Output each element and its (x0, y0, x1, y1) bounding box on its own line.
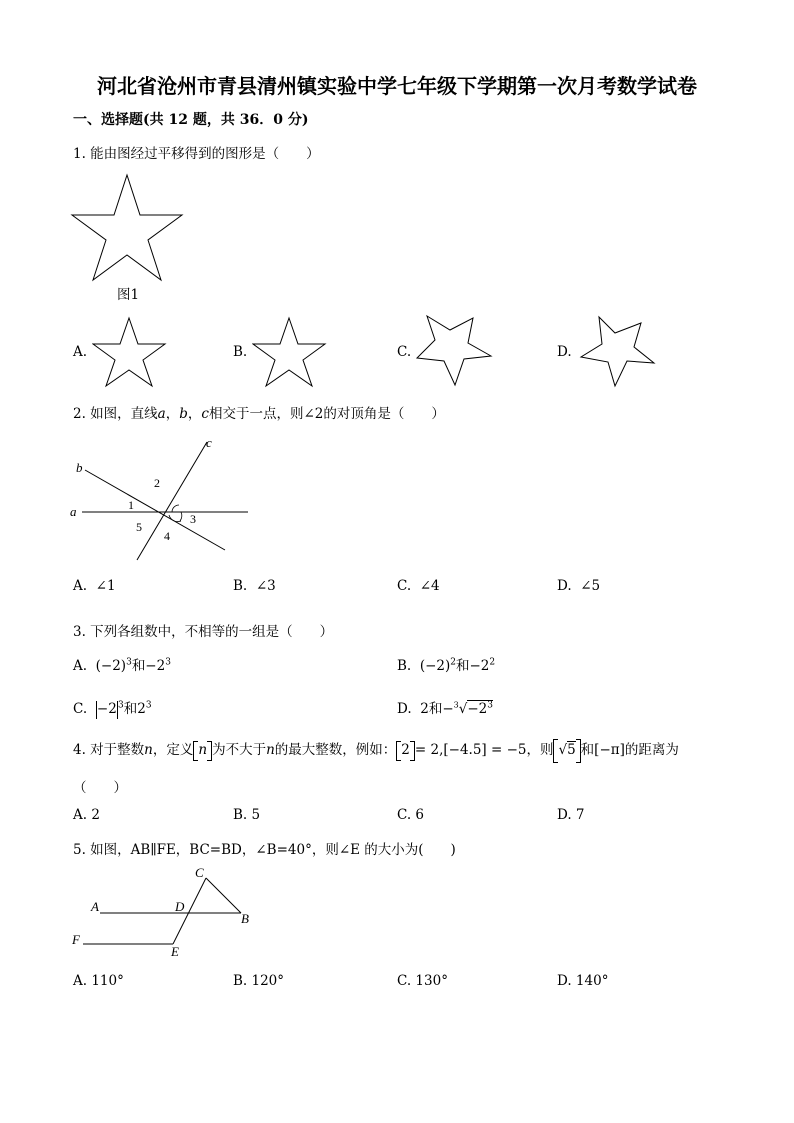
q3-option-c[interactable] (73, 697, 152, 719)
q5-stem: 5. 如图，AB∥FE，BC=BD，∠B=40°，则∠E 的大小为( ) (73, 842, 456, 858)
q4-var-n2: n (266, 742, 275, 758)
q5-option-c[interactable]: C. 130° (397, 973, 448, 989)
q3-option-b-exp: 2 (450, 657, 456, 668)
q2-fig-c: c (206, 435, 212, 450)
section-heading: 一、选择题(共 12 题，共 36．0 分) (73, 112, 309, 128)
q5-fig-B: B (241, 911, 249, 926)
q3-option-a-letter: A. (73, 658, 88, 674)
q2-sep2: ， (187, 406, 202, 422)
q3-option-c-exp: 3 (118, 700, 124, 711)
root-icon: √ (458, 701, 468, 717)
q5-option-b[interactable]: B. 120° (233, 973, 285, 989)
q5-fig-D: D (175, 899, 185, 914)
q2-option-b[interactable] (233, 578, 276, 594)
q4-var-n: n (144, 742, 153, 758)
q2-option-b-letter: B. (233, 578, 248, 594)
q2-sep1: ， (165, 406, 180, 422)
q5-fig-A: A (91, 899, 99, 914)
q4-ex1-eq: = 2, (414, 742, 444, 758)
q4-option-a[interactable]: A. 2 (73, 807, 100, 823)
q2-option-d[interactable] (557, 578, 600, 594)
q3-stem: 3. 下列各组数中，不相等的一组是（ ） (73, 624, 334, 640)
q2-fig-2: 2 (154, 476, 160, 490)
q5-figure (65, 862, 265, 962)
q3-option-a-exp: 3 (126, 657, 132, 668)
q2-fig-b: b (76, 460, 83, 475)
q1-stem: 1. 能由图经过平移得到的图形是（ ） (73, 146, 320, 162)
q3-option-d-rad: −2 (467, 701, 488, 717)
q2-stem-post: 相交于一点，则∠2的对顶角是（ ） (208, 406, 445, 422)
q1-option-b-label[interactable]: B. (233, 344, 248, 360)
q2-option-a-letter: A. (73, 578, 88, 594)
q1-option-a-star[interactable] (92, 315, 167, 390)
q4-stem-mid5: 和[−π]的距离为 (580, 742, 679, 758)
q4-option-c[interactable]: C. 6 (397, 807, 425, 823)
q5-fig-C: C (195, 865, 204, 880)
q1-option-d-label[interactable]: D. (557, 344, 572, 360)
q2-fig-4: 4 (164, 529, 170, 543)
q4-bracket-n: n (198, 742, 208, 758)
q3-option-b-base: (−2) (419, 658, 451, 674)
q3-option-d-exp: 3 (487, 700, 493, 711)
q4-sqrt-rad: 5 (567, 742, 576, 758)
q5-option-a[interactable]: A. 110° (73, 973, 124, 989)
q4-stem-pre: 4. 对于整数 (73, 742, 145, 758)
q3-option-b-exp2: 2 (489, 657, 496, 668)
q4-paren: （ ） (73, 780, 127, 796)
q1-option-a-label[interactable]: A. (73, 344, 88, 360)
q1-figure-label: 图1 (117, 287, 140, 303)
q2-option-c[interactable] (397, 578, 440, 594)
q2-fig-5: 5 (136, 520, 142, 534)
q3-option-d-pre: 2和 (420, 701, 443, 717)
q2-option-a-text: ∠1 (95, 578, 116, 594)
q3-option-d-radicand (467, 700, 493, 717)
q4-stem-mid3: 的最大整数，例如： (274, 742, 397, 758)
q2-option-d-text: ∠5 (580, 578, 601, 594)
q2-option-d-letter: D. (557, 578, 572, 594)
q4-ex2: [−4.5] = −5 (443, 742, 527, 758)
q2-option-b-text: ∠3 (255, 578, 276, 594)
root-icon: √ (558, 742, 568, 758)
q2-fig-1: 1 (128, 498, 134, 512)
q2-stem (73, 402, 445, 422)
q5-fig-F: F (72, 932, 80, 947)
q3-option-d-root-index: 3 (453, 700, 459, 710)
q4-stem-mid4: ，则 (526, 742, 554, 758)
q1-option-b-star[interactable] (252, 315, 327, 390)
q4-option-b[interactable]: B. 5 (233, 807, 261, 823)
q2-var-a: a (157, 406, 166, 422)
q1-option-c-label[interactable]: C. (397, 344, 412, 360)
q2-stem-pre: 2. 如图，直线 (73, 406, 158, 422)
q3-option-a-mid: 和−2 (131, 658, 166, 674)
q4-option-d[interactable]: D. 7 (557, 807, 585, 823)
q2-option-c-letter: C. (397, 578, 412, 594)
q3-option-b-mid: 和−2 (455, 658, 490, 674)
q5-option-d[interactable]: D. 140° (557, 973, 609, 989)
q3-option-a-base: (−2) (95, 658, 127, 674)
q1-option-c-star[interactable] (413, 313, 495, 391)
q4-stem-mid1: ，定义 (152, 742, 194, 758)
q3-option-c-letter: C. (73, 701, 88, 717)
q2-fig-3: 3 (190, 512, 196, 526)
q2-figure-lines (65, 432, 260, 562)
q4-stem-mid2: 为不大于 (212, 742, 267, 758)
q2-var-b: b (179, 406, 188, 422)
q4-stem (73, 738, 679, 763)
q2-fig-a: a (70, 504, 77, 519)
q3-option-c-inner: −2 (96, 701, 117, 717)
q3-option-b[interactable] (397, 654, 495, 674)
q2-option-c-text: ∠4 (419, 578, 440, 594)
q3-option-a[interactable] (73, 654, 171, 674)
q1-figure-star-shape (72, 175, 182, 280)
q3-option-d[interactable] (397, 697, 493, 717)
q3-option-b-letter: B. (397, 658, 412, 674)
q3-option-d-neg: − (442, 701, 454, 717)
q4-ex1-in: 2 (401, 742, 410, 758)
page-title: 河北省沧州市青县清州镇实验中学七年级下学期第一次月考数学试卷 (97, 74, 697, 98)
q1-figure-star (70, 170, 185, 285)
q3-option-d-letter: D. (397, 701, 412, 717)
q2-option-a[interactable] (73, 578, 116, 594)
q1-option-d-star[interactable] (577, 313, 659, 391)
q3-option-a-exp2: 3 (165, 657, 171, 668)
q3-option-c-mid: 和2 (123, 701, 146, 717)
q5-fig-E: E (171, 944, 179, 959)
q2-var-c: c (201, 406, 209, 422)
q3-option-c-exp2: 3 (145, 700, 152, 711)
